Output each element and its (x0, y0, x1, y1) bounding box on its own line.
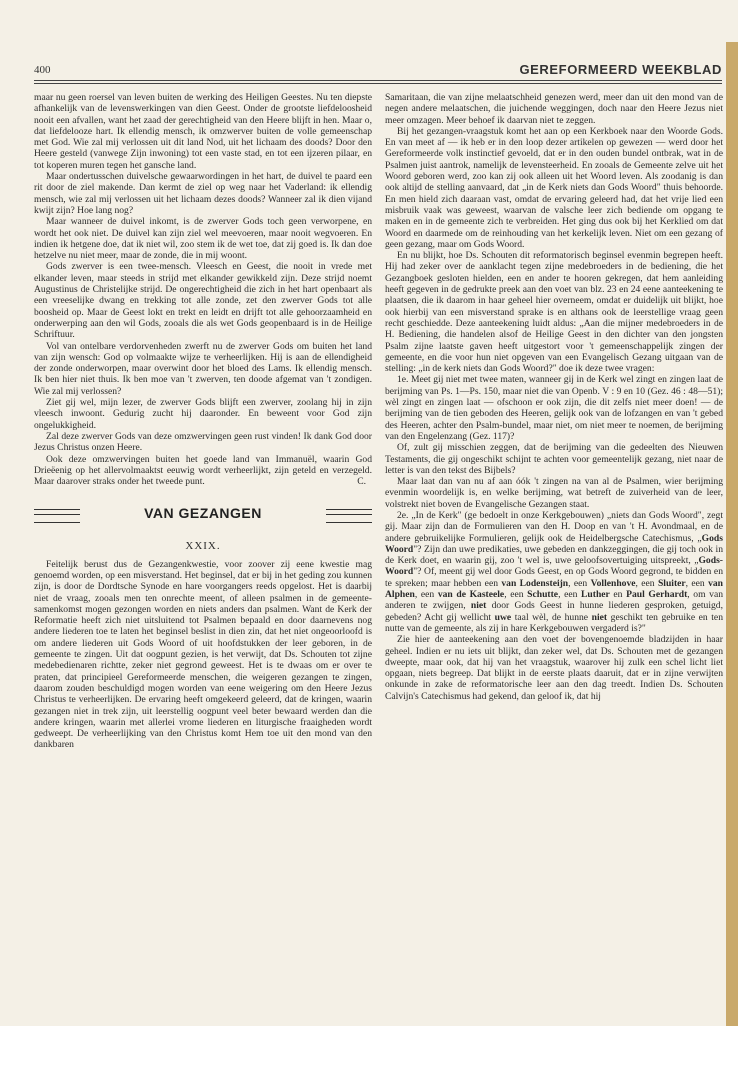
section-title: VAN GEZANGEN (144, 505, 262, 522)
paragraph: Ziet gij wel, mijn lezer, de zwerver Gods blijft een zwerver, zoolang hij in zijn vleesch inwoont. Gedurig zucht hij daaronder. En beweent voor God zijn ongelukkigheid. (34, 397, 372, 431)
text-run: , een (414, 589, 438, 601)
emphasis: Gods-Woord (385, 555, 723, 578)
text-run: , om van anderen te zwijgen, (385, 589, 724, 612)
paragraph (385, 510, 723, 634)
emphasis: niet (470, 600, 487, 612)
section-number: XXIX. (185, 540, 221, 553)
text-run: , een (558, 589, 582, 601)
paragraph: Of, zult gij misschien zeggen, dat de berijming van die gedeelten des Nieuwen Testaments, die gij ongeschikt schijnt te achten voor gemeentelijk gezang, niet naar de letter is van den tekst des Bijbels? (385, 442, 723, 476)
name-emphasis: van Lodensteijn (501, 577, 569, 589)
author-signature: C. (357, 476, 366, 488)
text-run: "? Of, meent gij wel door Gods Geest, en op Gods Woord gegrond, te bidden en te spreken; maar hebben een (385, 566, 723, 589)
name-emphasis: Schutte (527, 589, 559, 601)
text-run: door Gods Geest in hunne liederen gesproken, getuigd, gebeden? Acht gij wellicht (385, 600, 723, 623)
name-emphasis: Luther (581, 589, 610, 601)
page-number: 400 (34, 64, 51, 76)
text-run: "? Zijn dan uwe predikaties, uwe gebeden en dankzeggingen, die gij toch ook in de Kerk doet, en waarin gij, zoo 't wel is, uwe geloofsovertuiging uitspreekt, „ (385, 543, 723, 567)
paragraph: Vol van ontelbare verdorvenheden zwerft nu de zwerver Gods om buiten het land van zijn wensch: God op volmaakte wijze te verheerlijken. Hij is aan de ellendigheid der zonde onderworpen, maar overwint door het bloed des Lams. Ik ellendig mensch. Ik ben hier niet thuis. Ik ben moe van 't zwerven, ten doode afgemat van 't zondigen. Wie zal mij verlossen? (34, 340, 372, 397)
text-run: 2e. „In de Kerk" (ge bedoelt in onze Kerkgebouwen) „niets dan Gods Woord", zegt gij. Maar zijn dan de Formulieren van den H. Doop en van 't H. Avondmaal, en de andere gebruikelijke Formulieren, gelijk ook de Heidelbergsche Catechismus, „ (385, 509, 723, 544)
paragraph: Samaritaan, die van zijne melaatschheid genezen werd, meer dan uit den mond van de negen andere melaatschen, die juichende weggingen, doch naar den Heere Jezus niet meer omzagen. Meer behoef ik daarvan niet te zeggen. (385, 92, 723, 126)
name-emphasis: Paul Gerhardt (626, 589, 688, 601)
paragraph: En nu blijkt, hoe Ds. Schouten dit reformatorisch beginsel evenmin begrepen heeft. Hij had zeker over de aanklacht tegen zijne medebroeders in de bediening, die het Gezangboek gesloten hielden, een en ander te hooren gekregen, dat hem aanleiding heeft gegeven in de gedrukte preek aan den voet van blz. 23 en 24 eene aanteekening te plaatsen, die ik daarom in haar geheel hier overneem, omdat er duidelijk uit blijkt, hoe ook hierbij van een misverstand sprake is en althans ook de leerstellige vraag geen recht geschiedde. Deze aanteekening luidt aldus: „Aan die mijner medebroeders in de H. Bediening, die handelen alsof de Heilige Geest in den dichter van den jongsten Psalm zijne laatste gaven heeft uitgestort voor 't gemeenschappelijk zingen der gemeente, en die voor hun niet opgeven van een Evangelisch Gezang uitgaan van de stelling: „in de kerk niets dan Gods Woord?" doe ik deze twee vragen: (385, 250, 723, 375)
text-run: , een (568, 577, 591, 589)
journal-title: GEREFORMEERD WEEKBLAD (519, 62, 722, 77)
paragraph: maar nu geen roersel van leven buiten de werking des Heiligen Geestes. Nu ten diepste afhankelijk van de levenswerkingen van dien Geest. Onder de grootste liefdeloosheid nooit een afvallen, want het zaad der gerechtigheid van den Heere blijft in hen. Maar o, dat liefdelooze hart. Ik ellendig mensch, ik omzwerver buiten de volle gemeenschap met God. Wie zal mij verlossen uit dit land Nod, uit het lichaam des doods? Door den Heere gesteld (vanwege Zijn inwoning) tot een vaste stad, en tot een ijzeren pilaar, en tot koperen muren tegen het gansche land. (34, 92, 372, 171)
page-bottom-margin (0, 1026, 738, 1068)
text-run: en (609, 589, 627, 601)
name-emphasis: van de Kasteele (437, 589, 505, 601)
emphasis: niet (591, 611, 608, 623)
text-run: taal wèl, de hunne (511, 611, 592, 623)
page-edge-strip (726, 42, 738, 1027)
name-emphasis: van Alphen (385, 577, 723, 601)
page-header (34, 60, 722, 82)
header-rule (34, 80, 722, 84)
text-run: , een (635, 577, 658, 589)
text-run: geschikt ten gebruike en ten nutte van de gemeente, als zij in hare Kerkgebouwen vergaderd is?" (385, 611, 723, 634)
name-emphasis: Vollenhove (590, 577, 636, 589)
text-run: , een (685, 577, 709, 589)
paragraph: Gods zwerver is een twee-mensch. Vleesch en Geest, die nooit in vrede met elkander leven, maar steeds in strijd met elkander gewikkeld zijn. Deze strijd noemt Augustinus de Christelijke strijd. De ongerechtigheid die zich in het hart openbaart als een vreeselijke dwang en trekking tot alle zonde, zet den zwerver Gods tot alle boosheid op. Maar de Geest lokt en trekt en leidt en drijft tot alle gehoorzaamheid en onderwerping aan den wil Gods, zooals die als wet Gods geopenbaard is in de Heilige Schriftuur. (34, 261, 372, 341)
paragraph: Feitelijk berust dus de Gezangenkwestie, voor zoover zij eene kwestie mag genoemd worden, op een misverstand. Het beginsel, dat er bij in het geding zou kunnen zijn, is door de Dordtsche Synode en hare voorgangers reeds opgelost. Het is daarbij niet de vraag, zooals men ten onrechte meent, of alleen psalmen in de gemeente-samenkomst mogen gezongen worden en niets anders dan psalmen. Want de Kerk der Reformatie heeft zich niet uitsluitend tot Psalmen bepaald en door daarnevens nog andere liederen toe te laten het beginsel beslist in dien zin, dat het niet ongeoorloofd is om andere liederen uit Gods Woord of uit hoofdstukken der leer geboren, in de gemeente te zingen. Uit dat oogpunt gezien, is het verwijt, dat Ds. Schouten tot zijne medebedienaren richtte, zeker niet gegrond geweest. Het is te dwaas om er over te praten, dat principieel Gereformeerde menschen, die weigeren gezangen te zingen, daarom zouden beschuldigd mogen worden van eene weigering om den Heere Jezus Christus te verheerlijken. De ervaring heeft omgekeerd geleerd, dat de kringen, waarin gezangen niet in trek zijn, uit leerstellig oogpunt veel beter bewaard werden dan die andere kringen, waarin met allerlei vrome liederen en liturgische fraaigheden wordt gedweept. De verheerlijking van den Christus komt Hem toe uit den mond van den dankbaren (34, 558, 372, 751)
section-heading (34, 497, 372, 535)
left-column (34, 92, 372, 751)
decorative-rule-right (326, 509, 372, 523)
paragraph: Maar laat dan van nu af aan óók 't zingen na van al de Psalmen, wier berijming evenmin woordelijk is, en welke berijming, wat betreft de zuiverheid van de leer, volstrekt niet boven de Evangelische Gezangen staat. (385, 476, 723, 510)
paragraph: 1e. Meet gij niet met twee maten, wanneer gij in de Kerk wel zingt en zingen laat de berijming van Ps. 1—Ps. 150, maar niet die van Openb. V : 9 en 10 (Gez. 46 : 48—51); wèl zingt en zingen laat — ofschoon er ook zijn, die dit zelfs niet meer doen! — de berijming van de tien geboden des Heeren, gelijk ook van de lofzangen en van 't gebed des Heeren, achter den Psalm-bundel, maar niet, om niet meer te noemen, de berijming van den Engelenzang (Gez. 117)? (385, 374, 723, 442)
paragraph: Bij het gezangen-vraagstuk komt het aan op een Kerkboek naar den Woorde Gods. En van meet af — ik heb er in den loop dezer artikelen op gewezen — werd door het Gereformeerde volk instinctief gevoeld, dat er in den ouden bundel ontbrak, wat in de Psalmen juist aantrok, namelijk de levensteerheid. En zooals de Gemeente zelve uit het Woord geboren werd, zoo kan zij ook alleen uit het Woord leven. Als zoodanig is dan ook altijd de stelling aanvaard, dat „in de Kerk niets dan Gods Woord" thuis behoorde. En men hield zich daaraan vast, omdat de ervaring geleerd had, dat het vrije lied een misbruik vaak was geweest, waarvan de valsche leer zich bediende om opgang te maken en in de gemeente zich te verbreiden. Het ging dus ook bij het Kerklied om dat Woord en daarmede om de reinhouding van het kerkelijk leven. Niet om een gezang of geen gezang, maar om Gods Woord. (385, 125, 723, 250)
paragraph: Zie hier de aanteekening aan den voet der bovengenoemde bladzijden in haar geheel. Indien er nu iets uit blijkt, dan zeker wel, dat Ds. Schouten met de gezangen dweepte, maar ook, dat hij van het vraagstuk, waarover hij zulk een schel licht liet opgaan, niets begreep. Dat blijkt in de eerste plaats daaruit, dat er in zijne verwijten onkunde in zake de reformatorische leer aan den dag treedt. Indien Ds. Schouten Calvijn's Catechismus had gekend, dan geloof ik, dat hij (385, 634, 723, 702)
paragraph-with-signature (34, 454, 372, 488)
paragraph: Maar ondertusschen duivelsche gewaarwordingen in het hart, de duivel te paard een rit door de ziel makende. Dan kermt de ziel op weg naar het Vaderland: ik ellendig mensch, wie zal mij verlossen uit het lichaam dezes doods? Wanneer zal ik dien vijand kwijt zijn? Hoe lang nog? (34, 171, 372, 216)
right-column (385, 92, 723, 702)
emphasis: Gods Woord (385, 532, 723, 555)
paragraph: Zal deze zwerver Gods van deze omzwervingen geen rust vinden! Ik dank God door Jezus Christus onzen Heere. (34, 430, 372, 454)
name-emphasis: Sluiter (657, 577, 686, 589)
text-run: , een (504, 589, 528, 601)
paragraph: Maar wanneer de duivel inkomt, is de zwerver Gods toch geen verworpene, en wordt het ook niet. De duivel kan zijn ziel wel meevoeren, maar nooit wegvoeren. En indien ik hetgene doe, dat ik niet wil, zoo stem ik de wet toe, dat zij goed is. Ik dan doe hetzelve nu niet meer, maar de zonde, die in mij woont. (34, 216, 372, 262)
paragraph-text: Ook deze omzwervingen buiten het goede land van Immanuël, waarin God Drieëenig op het allervolmaaktst eeuwig wordt verheerlijkt, zijn geteld en verzegeld. Maar daarover straks onder het tweede punt. (34, 453, 372, 488)
emphasis: uwe (494, 611, 512, 623)
